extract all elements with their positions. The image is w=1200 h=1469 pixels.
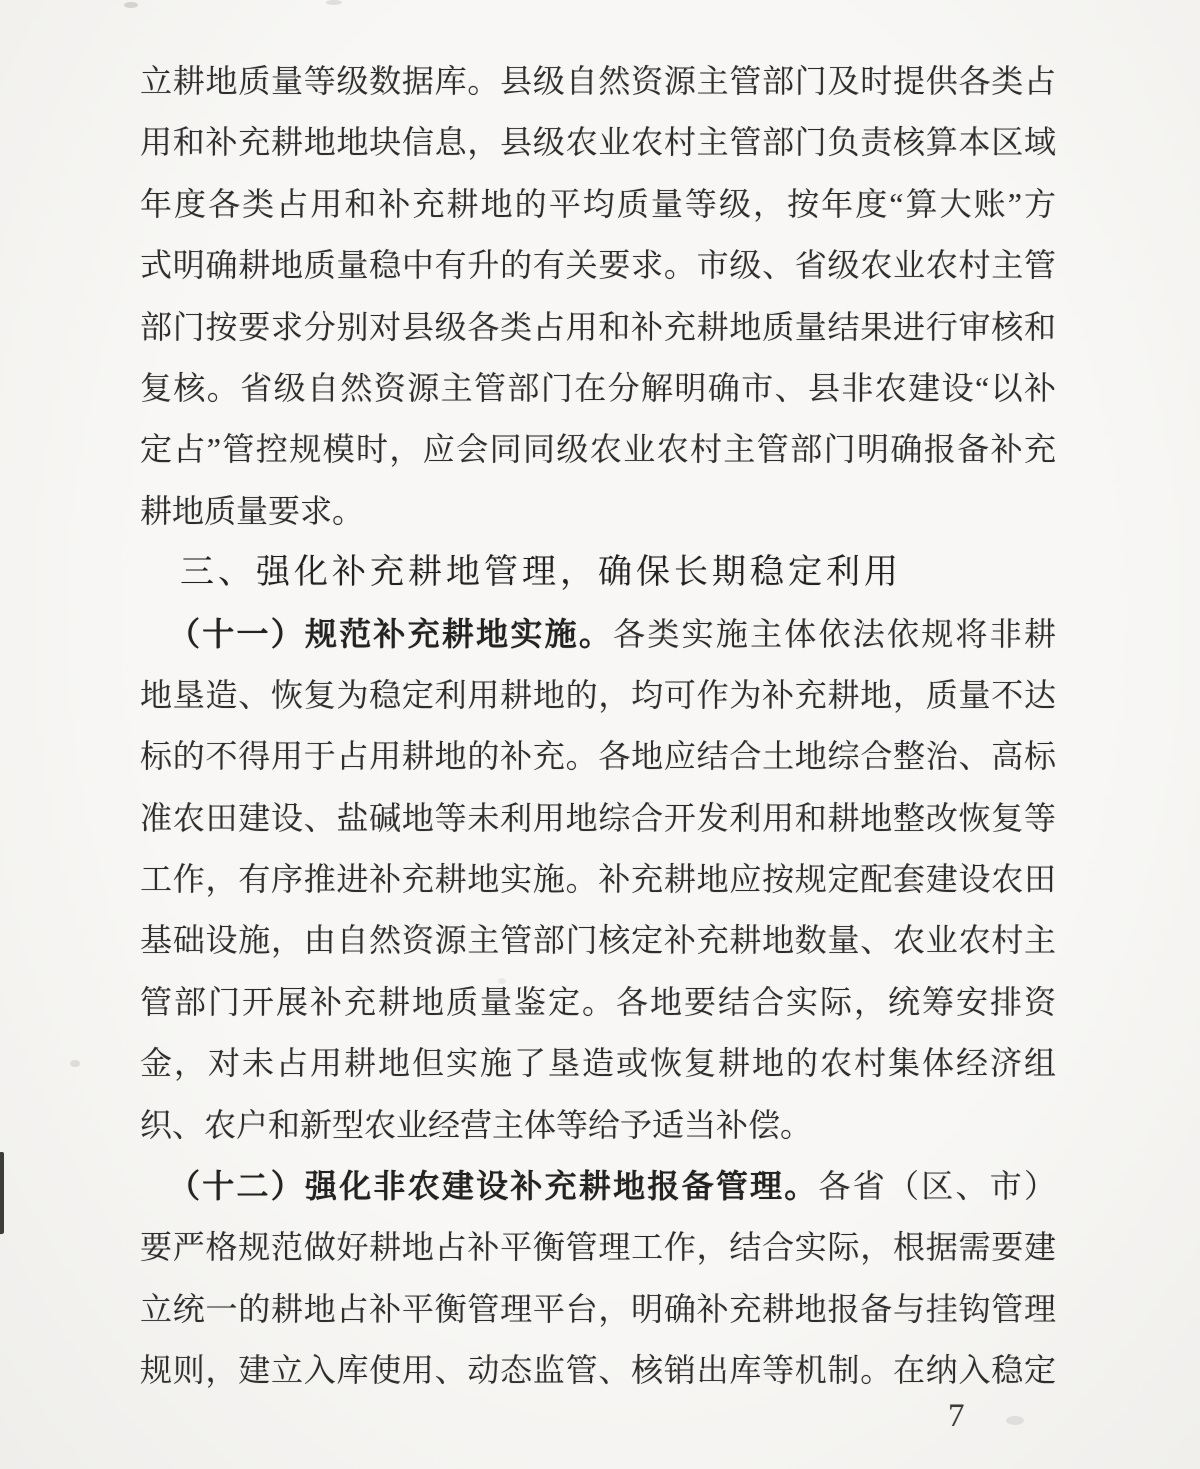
section-heading bbox=[140, 542, 1056, 603]
document-line bbox=[140, 51, 1056, 112]
document-line bbox=[140, 358, 1056, 419]
text-run: 部门按要求分别对县级各类占用和补充耕地质量结果进行审核和 bbox=[140, 308, 1056, 345]
document-line bbox=[140, 1095, 1056, 1156]
document-line bbox=[140, 849, 1056, 910]
document-line bbox=[140, 174, 1056, 235]
text-run: 立统一的耕地占补平衡管理平台，明确补充耕地报备与挂钩管理 bbox=[140, 1290, 1056, 1327]
document-line bbox=[140, 604, 1056, 665]
text-run: 各类实施主体依法依规将非耕 bbox=[613, 615, 1056, 652]
text-run: 标的不得用于占用耕地的补充。各地应结合土地综合整治、高标 bbox=[140, 738, 1056, 775]
text-run: 要严格规范做好耕地占补平衡管理工作，结合实际，根据需要建 bbox=[140, 1229, 1056, 1266]
text-run: 年度各类占用和补充耕地的平均质量等级，按年度“算大账”方 bbox=[140, 185, 1056, 222]
document-line bbox=[140, 972, 1056, 1033]
text-run: 规则，建立入库使用、动态监管、核销出库等机制。在纳入稳定 bbox=[140, 1352, 1056, 1389]
document-line bbox=[140, 1217, 1056, 1278]
text-run: 基础设施，由自然资源主管部门核定补充耕地数量、农业农村主 bbox=[140, 922, 1056, 959]
bold-text-run: （十二）强化非农建设补充耕地报备管理。 bbox=[168, 1168, 819, 1205]
document-line bbox=[140, 1279, 1056, 1340]
text-run: 定占”管控规模时，应会同同级农业农村主管部门明确报备补充 bbox=[140, 431, 1056, 468]
text-run: 准农田建设、盐碱地等未利用地综合开发利用和耕地整改恢复等 bbox=[140, 799, 1056, 836]
text-run: 地垦造、恢复为稳定利用耕地的，均可作为补充耕地，质量不达 bbox=[140, 676, 1056, 713]
text-run: 管部门开展补充耕地质量鉴定。各地要结合实际，统筹安排资 bbox=[140, 983, 1056, 1020]
document-line bbox=[140, 1156, 1056, 1217]
document-line bbox=[140, 297, 1056, 358]
scan-smudge bbox=[124, 2, 138, 8]
text-run: 复核。省级自然资源主管部门在分解明确市、县非农建设“以补 bbox=[140, 369, 1056, 406]
scan-smudge bbox=[326, 0, 342, 5]
document-line bbox=[140, 419, 1056, 480]
document-line bbox=[140, 665, 1056, 726]
document-line bbox=[140, 235, 1056, 296]
document-line bbox=[140, 1340, 1056, 1401]
scan-smudge bbox=[1006, 1416, 1024, 1425]
document-line bbox=[140, 788, 1056, 849]
document-line bbox=[140, 481, 1056, 542]
scan-smudge bbox=[498, 978, 506, 984]
text-run: 金，对未占用耕地但实施了垦造或恢复耕地的农村集体经济组 bbox=[140, 1045, 1056, 1082]
document-line bbox=[140, 1033, 1056, 1094]
document-line bbox=[140, 726, 1056, 787]
document-line bbox=[140, 112, 1056, 173]
text-run: 工作，有序推进补充耕地实施。补充耕地应按规定配套建设农田 bbox=[140, 861, 1056, 898]
document-line bbox=[140, 910, 1056, 971]
scan-smudge bbox=[70, 1060, 80, 1067]
text-run: 各省（区、市） bbox=[818, 1168, 1056, 1205]
text-run: 耕地质量要求。 bbox=[140, 492, 365, 529]
text-run: 三、强化补充耕地管理，确保长期稳定利用 bbox=[180, 553, 902, 592]
document-lines bbox=[140, 51, 1056, 1402]
page-number: 7 bbox=[948, 1398, 965, 1434]
scan-edge-artifact bbox=[0, 1152, 4, 1234]
text-run: 式明确耕地质量稳中有升的有关要求。市级、省级农业农村主管 bbox=[140, 247, 1056, 284]
text-run: 立耕地质量等级数据库。县级自然资源主管部门及时提供各类占 bbox=[140, 63, 1056, 99]
text-run: 用和补充耕地地块信息，县级农业农村主管部门负责核算本区域 bbox=[140, 124, 1056, 161]
text-run: 织、农户和新型农业经营主体等给予适当补偿。 bbox=[140, 1106, 813, 1143]
bold-text-run: （十一）规范补充耕地实施。 bbox=[168, 615, 614, 652]
